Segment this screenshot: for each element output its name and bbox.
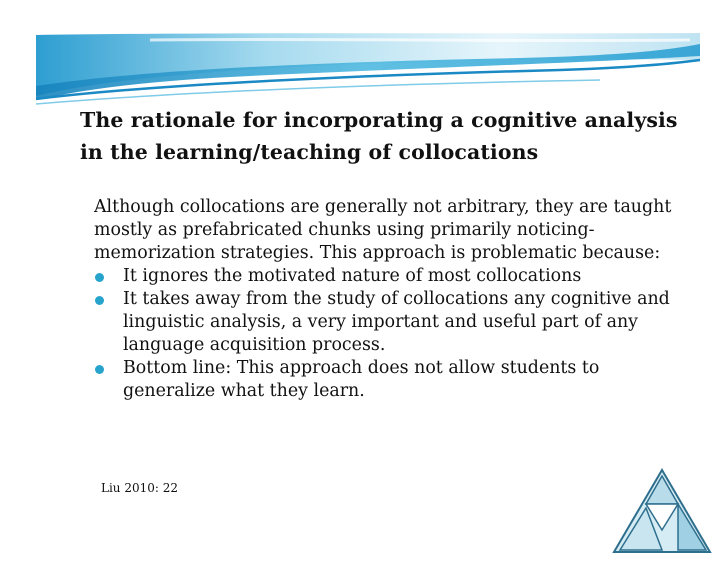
bullet-list <box>94 265 684 403</box>
header-wave-banner <box>0 0 728 110</box>
slide-title: The rationale for incorporating a cognitive analysis in the learning/teaching of collocations <box>80 108 678 164</box>
bullet-item <box>94 265 684 288</box>
bullet-text: Bottom line: This approach does not allow students to generalize what they learn. <box>123 358 600 401</box>
bullet-dot-icon <box>95 273 104 282</box>
bullet-item <box>94 357 684 403</box>
bullet-text: It takes away from the study of collocations any cognitive and linguistic analysis, a very important and useful part of any language acquisition process. <box>123 289 670 355</box>
slide-body <box>94 196 684 403</box>
bullet-dot-icon <box>95 365 104 374</box>
bullet-text: It ignores the motivated nature of most collocations <box>123 266 582 286</box>
triangle-logo-icon <box>612 468 712 554</box>
citation: Liu 2010: 22 <box>101 481 179 495</box>
intro-paragraph: Although collocations are generally not arbitrary, they are taught mostly as prefabricated chunks using primarily noticing-memorization strategies. This approach is problematic because: <box>94 197 672 263</box>
bullet-item <box>94 288 684 357</box>
bullet-dot-icon <box>95 296 104 305</box>
